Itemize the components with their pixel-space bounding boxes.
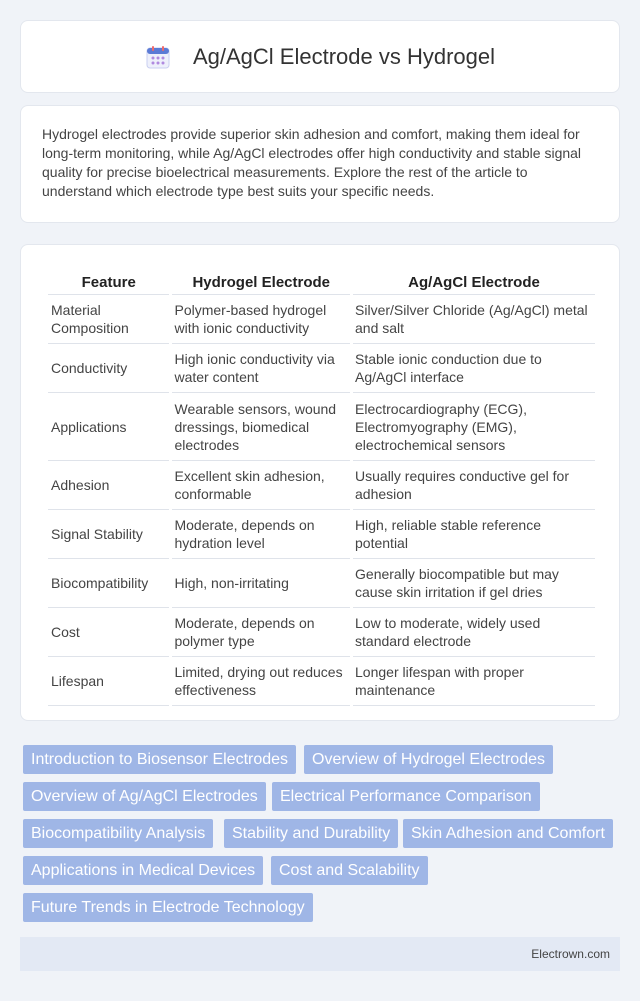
column-header: Feature <box>48 265 169 295</box>
footer <box>20 937 620 971</box>
column-header: Ag/AgCl Electrode <box>353 265 595 295</box>
agagcl-cell: Low to moderate, widely used standard electrode <box>353 608 595 657</box>
topic-tag[interactable]: Overview of Ag/AgCl Electrodes <box>23 782 266 811</box>
intro-text: Hydrogel electrodes provide superior skin adhesion and comfort, making them ideal for long-term monitoring, while Ag/AgCl electrodes offer high conductivity and stable signal quality for precise bioelectrical measurements. Explore the rest of the article to understand which electrode type best suits your specific needs. <box>42 126 582 199</box>
hydrogel-cell: High, non-irritating <box>172 559 350 608</box>
feature-cell: Conductivity <box>48 344 169 393</box>
table-row <box>48 608 595 657</box>
agagcl-cell: Silver/Silver Chloride (Ag/AgCl) metal and salt <box>353 295 595 344</box>
feature-cell: Material Composition <box>48 295 169 344</box>
agagcl-cell: Generally biocompatible but may cause skin irritation if gel dries <box>353 559 595 608</box>
table-row <box>48 559 595 608</box>
topic-tag[interactable]: Overview of Hydrogel Electrodes <box>304 745 553 774</box>
table-row <box>48 510 595 559</box>
agagcl-cell: Longer lifespan with proper maintenance <box>353 657 595 706</box>
table-row <box>48 461 595 510</box>
feature-cell: Adhesion <box>48 461 169 510</box>
topic-tag[interactable]: Cost and Scalability <box>271 856 428 885</box>
topic-tag[interactable]: Skin Adhesion and Comfort <box>403 819 613 848</box>
feature-cell: Biocompatibility <box>48 559 169 608</box>
topic-tag[interactable]: Introduction to Biosensor Electrodes <box>23 745 296 774</box>
table-header-row <box>48 265 595 295</box>
feature-cell: Signal Stability <box>48 510 169 559</box>
footer-source[interactable]: Electrown.com <box>531 947 610 961</box>
hydrogel-cell: Excellent skin adhesion, conformable <box>172 461 350 510</box>
agagcl-cell: High, reliable stable reference potential <box>353 510 595 559</box>
feature-cell: Cost <box>48 608 169 657</box>
topic-tag[interactable]: Electrical Performance Comparison <box>272 782 540 811</box>
hydrogel-cell: High ionic conductivity via water content <box>172 344 350 393</box>
agagcl-cell: Stable ionic conduction due to Ag/AgCl interface <box>353 344 595 393</box>
hydrogel-cell: Limited, drying out reduces effectiveness <box>172 657 350 706</box>
hydrogel-cell: Wearable sensors, wound dressings, biomedical electrodes <box>172 393 350 461</box>
comparison-table-card <box>20 244 620 721</box>
topic-tag[interactable]: Future Trends in Electrode Technology <box>23 893 313 922</box>
agagcl-cell: Electrocardiography (ECG), Electromyography (EMG), electrochemical sensors <box>353 393 595 461</box>
agagcl-cell: Usually requires conductive gel for adhesion <box>353 461 595 510</box>
table-row <box>48 657 595 706</box>
header-card <box>20 20 620 93</box>
topic-tag[interactable]: Applications in Medical Devices <box>23 856 263 885</box>
feature-cell: Applications <box>48 393 169 461</box>
table-row <box>48 393 595 461</box>
calendar-icon <box>145 44 171 70</box>
hydrogel-cell: Polymer-based hydrogel with ionic conductivity <box>172 295 350 344</box>
intro-card <box>20 105 620 223</box>
hydrogel-cell: Moderate, depends on polymer type <box>172 608 350 657</box>
table-row <box>48 295 595 344</box>
column-header: Hydrogel Electrode <box>172 265 350 295</box>
feature-cell: Lifespan <box>48 657 169 706</box>
topic-tag[interactable]: Biocompatibility Analysis <box>23 819 213 848</box>
comparison-table <box>45 265 598 706</box>
page-title: Ag/AgCl Electrode vs Hydrogel <box>192 43 496 69</box>
table-row <box>48 344 595 393</box>
hydrogel-cell: Moderate, depends on hydration level <box>172 510 350 559</box>
topic-tag[interactable]: Stability and Durability <box>224 819 398 848</box>
